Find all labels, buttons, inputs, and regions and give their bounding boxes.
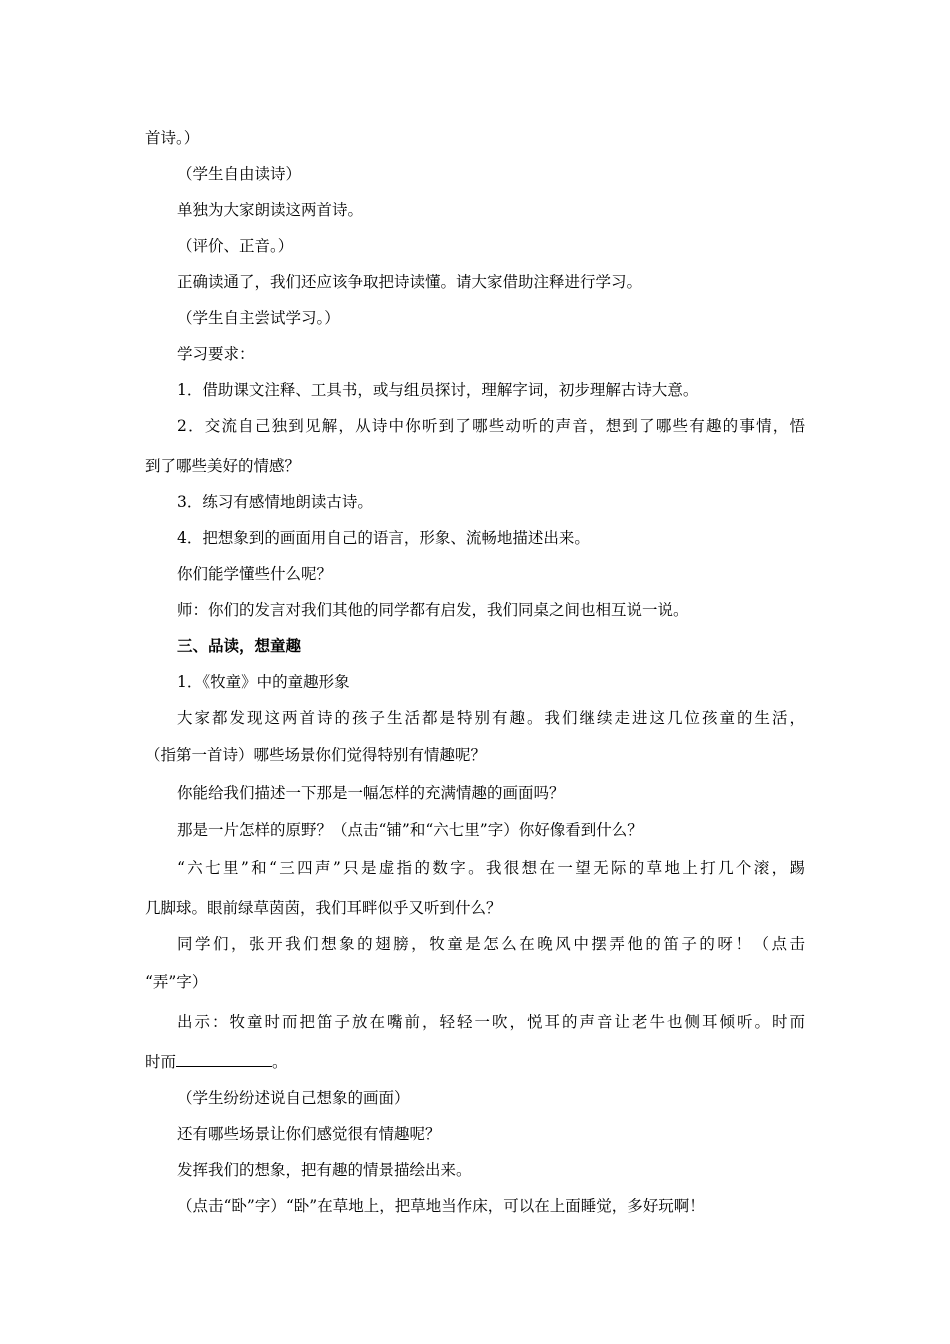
text-line: （学生纷纷述说自己想象的画面） (177, 1089, 410, 1107)
text-line: 4．把想象到的画面用自己的语言，形象、流畅地描述出来。 (177, 529, 590, 547)
text-line: （评价、正音。） (177, 237, 294, 255)
text-line: 你们能学懂些什么呢？ (177, 565, 333, 583)
text-line (145, 1052, 825, 1072)
text-line: 学习要求： (177, 345, 255, 363)
text-line: （点击“卧”字）“卧”在草地上，把草地当作床，可以在上面睡觉，多好玩啊！ (177, 1197, 705, 1215)
text-line: 1．《牧童》中的童趣形象 (177, 673, 350, 691)
text-line: “弄”字） (145, 973, 208, 991)
text-line: 还有哪些场景让你们感觉很有情趣呢？ (177, 1125, 441, 1143)
text-line: 到了哪些美好的情感？ (145, 457, 301, 475)
text-line: 正确读通了，我们还应该争取把诗读懂。请大家借助注释进行学习。 (177, 273, 643, 291)
section-heading: 三、品读，想童趣 (177, 636, 302, 655)
text-line: 1．借助课文注释、工具书，或与组员探讨，理解字词，初步理解古诗大意。 (177, 381, 699, 399)
text-fragment: 。 (272, 1053, 288, 1071)
text-line: 那是一片怎样的原野？（点击“铺”和“六七里”字）你好像看到什么？ (177, 821, 643, 839)
text-line: 出示：牧童时而把笛子放在嘴前，轻轻一吹，悦耳的声音让老牛也侧耳倾听。时而 (177, 1013, 805, 1031)
text-line: 同学们，张开我们想象的翅膀，牧童是怎么在晚风中摆弄他的笛子的呀！（点击 (177, 935, 805, 953)
text-line: 首诗。） (145, 129, 200, 147)
text-line: 单独为大家朗读这两首诗。 (177, 201, 364, 219)
text-line: 3．练习有感情地朗读古诗。 (177, 493, 373, 511)
text-line: 大家都发现这两首诗的孩子生活都是特别有趣。我们继续走进这几位孩童的生活， (177, 709, 805, 727)
text-line: 几脚球。眼前绿草茵茵，我们耳畔似乎又听到什么？ (145, 899, 502, 917)
text-line: “六七里”和“三四声”只是虚指的数字。我很想在一望无际的草地上打几个滚，踢 (177, 859, 805, 877)
text-line: （指第一首诗）哪些场景你们觉得特别有情趣呢？ (145, 746, 487, 764)
text-line: 你能给我们描述一下那是一幅怎样的充满情趣的画面吗？ (177, 784, 565, 802)
text-line: 师：你们的发言对我们其他的同学都有启发，我们同桌之间也相互说一说。 (177, 601, 689, 619)
text-fragment: 时而 (145, 1053, 177, 1071)
text-line: 2．交流自己独到见解，从诗中你听到了哪些动听的声音，想到了哪些有趣的事情，悟 (177, 417, 805, 435)
text-line: 发挥我们的想象，把有趣的情景描绘出来。 (177, 1161, 472, 1179)
text-line: （学生自由读诗） (177, 165, 302, 183)
text-line: （学生自主尝试学习。） (177, 309, 340, 327)
fill-in-blank (176, 1052, 272, 1067)
